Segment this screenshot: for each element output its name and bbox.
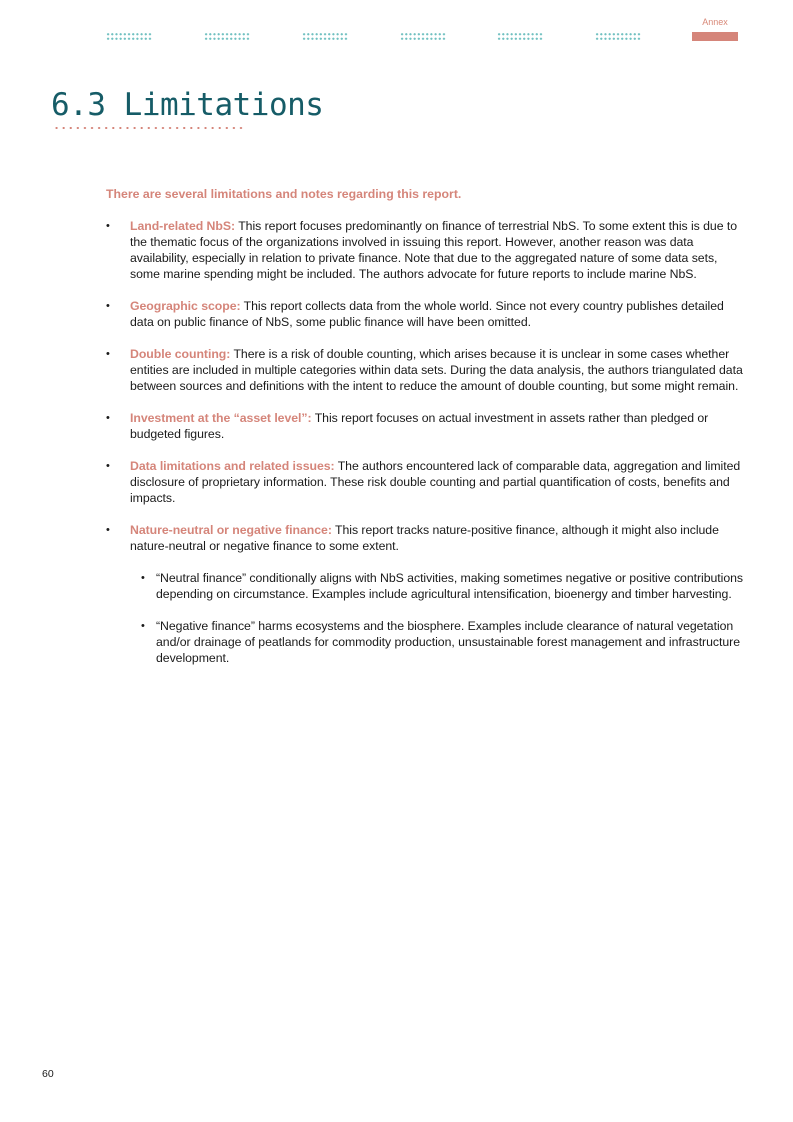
bullet-icon: • xyxy=(106,300,110,312)
item-heading: Data limitations and related issues: xyxy=(130,459,335,473)
section-tab-4 xyxy=(400,32,446,41)
title-underline-dots xyxy=(53,126,243,130)
item-heading: Land-related NbS: xyxy=(130,219,236,233)
section-tab-6 xyxy=(595,32,641,41)
bullet-icon: • xyxy=(106,412,110,424)
item-text: There is a risk of double counting, which arises because it is unclear in some cases whether entities are included in multiple categories within data sets. During the data analysis, the authors triangulated data between sources and definitions with the intent to reduce the amount of double counting, but some might remain. xyxy=(130,347,743,393)
page-title: 6.3 Limitations xyxy=(51,87,324,123)
list-item xyxy=(106,346,746,394)
section-tab-3 xyxy=(302,32,348,41)
item-heading: Investment at the “asset level”: xyxy=(130,411,312,425)
bullet-icon: • xyxy=(141,620,145,632)
item-heading: Double counting: xyxy=(130,347,231,361)
list-item xyxy=(106,410,746,442)
section-tab-2 xyxy=(204,32,250,41)
bullet-icon: • xyxy=(106,524,110,536)
bullet-icon: • xyxy=(141,572,145,584)
item-text: This report tracks nature-positive finance, although it might also include nature-neutral or negative finance to some extent. xyxy=(130,523,719,553)
sub-list xyxy=(130,570,746,666)
sub-item-text: “Neutral finance” conditionally aligns with NbS activities, making sometimes negative or positive contributions depending on circumstance. Examples include agricultural intensification, bioenergy and timber harvesting. xyxy=(156,571,744,601)
intro-text: There are several limitations and notes regarding this report. xyxy=(106,187,462,201)
sub-item-text: “Negative finance” harms ecosystems and the biosphere. Examples include clearance of natural vegetation and/or drainage of peatlands for commodity production, unsustainable forest management and infrastructure development. xyxy=(156,619,740,665)
list-item xyxy=(106,458,746,506)
item-text: The authors encountered lack of comparable data, aggregation and limited disclosure of proprietary information. These risk double counting and partial quantification of costs, benefits and impacts. xyxy=(130,459,741,505)
item-heading: Nature-neutral or negative finance: xyxy=(130,523,332,537)
item-text: This report focuses on actual investment in assets rather than pledged or budgeted figures. xyxy=(130,411,709,441)
list-item xyxy=(106,522,746,666)
limitations-list xyxy=(106,218,746,682)
section-tab-1 xyxy=(106,32,152,41)
page-number: 60 xyxy=(42,1068,54,1080)
section-tab-5 xyxy=(497,32,543,41)
list-item xyxy=(106,298,746,330)
bullet-icon: • xyxy=(106,460,110,472)
item-heading: Geographic scope: xyxy=(130,299,241,313)
list-item xyxy=(106,218,746,282)
item-text: This report collects data from the whole world. Since not every country publishes detailed data on public finance of NbS, some public finance will have been omitted. xyxy=(130,299,724,329)
bullet-icon: • xyxy=(106,348,110,360)
item-text: This report focuses predominantly on finance of terrestrial NbS. To some extent this is due to the thematic focus of the organizations involved in issuing this report. However, another reason was data availability, especially in relation to private finance. Note that due to the aggregated nature of some data sets, some marine spending might be included. The authors advocate for future reports to include marine NbS. xyxy=(130,219,738,281)
section-tab-active xyxy=(692,32,738,41)
sub-list-item xyxy=(130,570,746,602)
bullet-icon: • xyxy=(106,220,110,232)
sub-list-item xyxy=(130,618,746,666)
section-label: Annex xyxy=(702,17,728,27)
